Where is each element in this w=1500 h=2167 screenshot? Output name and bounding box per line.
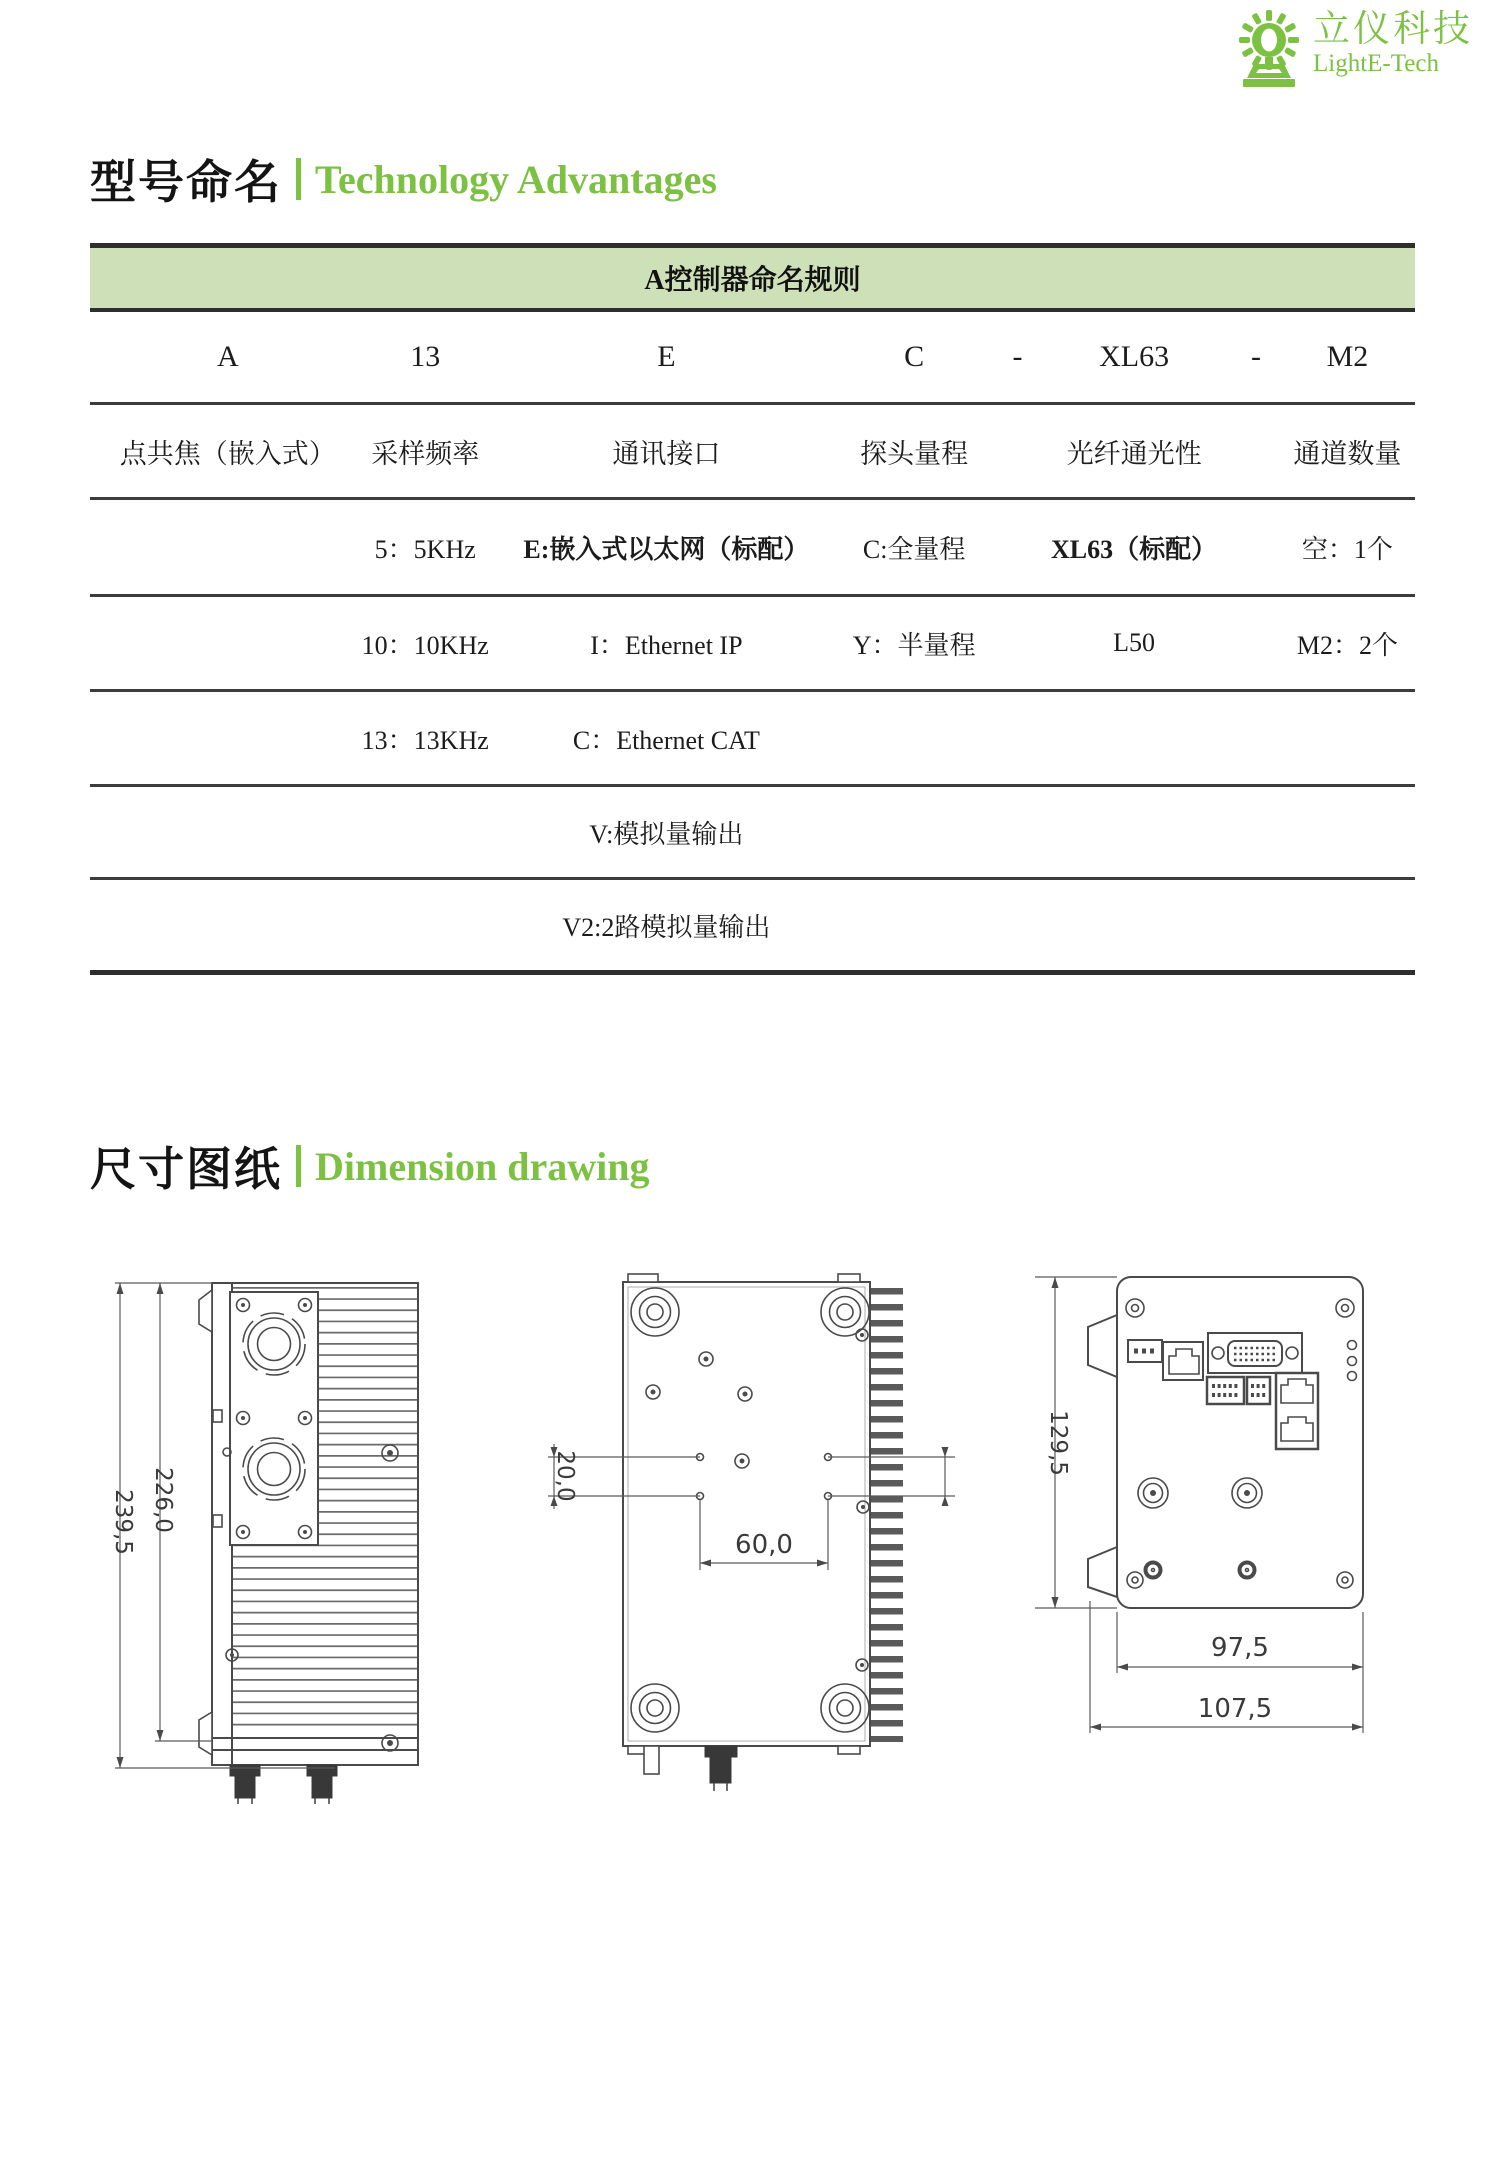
table-cell: 5：5KHz bbox=[374, 534, 476, 564]
brand-logo bbox=[1235, 10, 1473, 90]
label-cell: 通道数量 bbox=[1293, 438, 1402, 469]
dim-total-width: 107,5 bbox=[1197, 1694, 1273, 1724]
code-cell: 13 bbox=[410, 340, 441, 373]
table-header-band: A控制器命名规则 bbox=[90, 243, 1415, 312]
label-cell: 点共焦（嵌入式） bbox=[119, 438, 336, 469]
table-row bbox=[90, 500, 1415, 597]
lighte-tech-logo-icon bbox=[1235, 10, 1303, 90]
code-cell: XL63 bbox=[1099, 340, 1170, 373]
table-cell: Y：半量程 bbox=[852, 630, 976, 660]
naming-rule-table bbox=[90, 243, 1415, 975]
dim-hole-pitch-vertical: 20,0 bbox=[552, 1450, 578, 1502]
table-row bbox=[90, 597, 1415, 692]
table-cell: I：Ethernet IP bbox=[590, 630, 743, 660]
title-divider-bar bbox=[296, 158, 301, 200]
dim-total-height: 239,5 bbox=[110, 1489, 136, 1555]
table-cell: C：Ethernet CAT bbox=[572, 725, 760, 755]
dim-height: 129,5 bbox=[1045, 1410, 1071, 1476]
label-cell: 通讯接口 bbox=[612, 438, 721, 469]
table-row bbox=[90, 880, 1415, 975]
side-view-drawing bbox=[80, 1260, 460, 1825]
label-cell: 探头量程 bbox=[860, 438, 969, 469]
code-dash: - bbox=[1012, 340, 1023, 373]
table-cell: M2：2个 bbox=[1296, 630, 1398, 660]
naming-title-en: Technology Advantages bbox=[315, 156, 717, 202]
table-row-code bbox=[90, 312, 1415, 405]
rear-view-drawing bbox=[1000, 1230, 1430, 1755]
dim-body-width: 97,5 bbox=[1211, 1633, 1269, 1663]
code-cell: E bbox=[657, 340, 676, 373]
title-divider-bar bbox=[296, 1145, 301, 1187]
code-cell: M2 bbox=[1326, 340, 1369, 373]
table-cell: 10：10KHz bbox=[361, 630, 489, 660]
bottom-view-drawing bbox=[540, 1260, 960, 1825]
table-cell: 空：1个 bbox=[1301, 534, 1393, 564]
table-row bbox=[90, 787, 1415, 880]
logo-name: 立仪科技 bbox=[1313, 8, 1473, 49]
label-cell: 光纤通光性 bbox=[1066, 438, 1202, 469]
table-row bbox=[90, 692, 1415, 787]
code-dash: - bbox=[1251, 340, 1261, 373]
code-cell: A bbox=[216, 340, 239, 373]
table-cell: E:嵌入式以太网（标配） bbox=[523, 534, 810, 564]
dimension-title-en: Dimension drawing bbox=[315, 1143, 650, 1189]
naming-title-zh: 型号命名 bbox=[90, 156, 282, 208]
label-cell: 采样频率 bbox=[371, 438, 480, 469]
table-row-labels bbox=[90, 405, 1415, 500]
table-cell: V2:2路模拟量输出 bbox=[562, 912, 771, 942]
logo-subtitle: LightE-Tech bbox=[1313, 49, 1439, 77]
table-cell: C:全量程 bbox=[862, 534, 966, 564]
table-cell: XL63（标配） bbox=[1051, 534, 1218, 564]
table-cell: V:模拟量输出 bbox=[589, 819, 744, 849]
table-cell: L50 bbox=[1113, 628, 1156, 657]
dim-hole-pitch-horizontal: 60,0 bbox=[735, 1530, 793, 1560]
table-cell: 13：13KHz bbox=[361, 725, 489, 755]
code-cell: C bbox=[904, 340, 925, 373]
dimension-title-zh: 尺寸图纸 bbox=[90, 1143, 282, 1195]
section-title-naming bbox=[90, 146, 717, 212]
dim-body-height: 226,0 bbox=[150, 1467, 176, 1533]
section-title-dimension bbox=[90, 1133, 650, 1199]
